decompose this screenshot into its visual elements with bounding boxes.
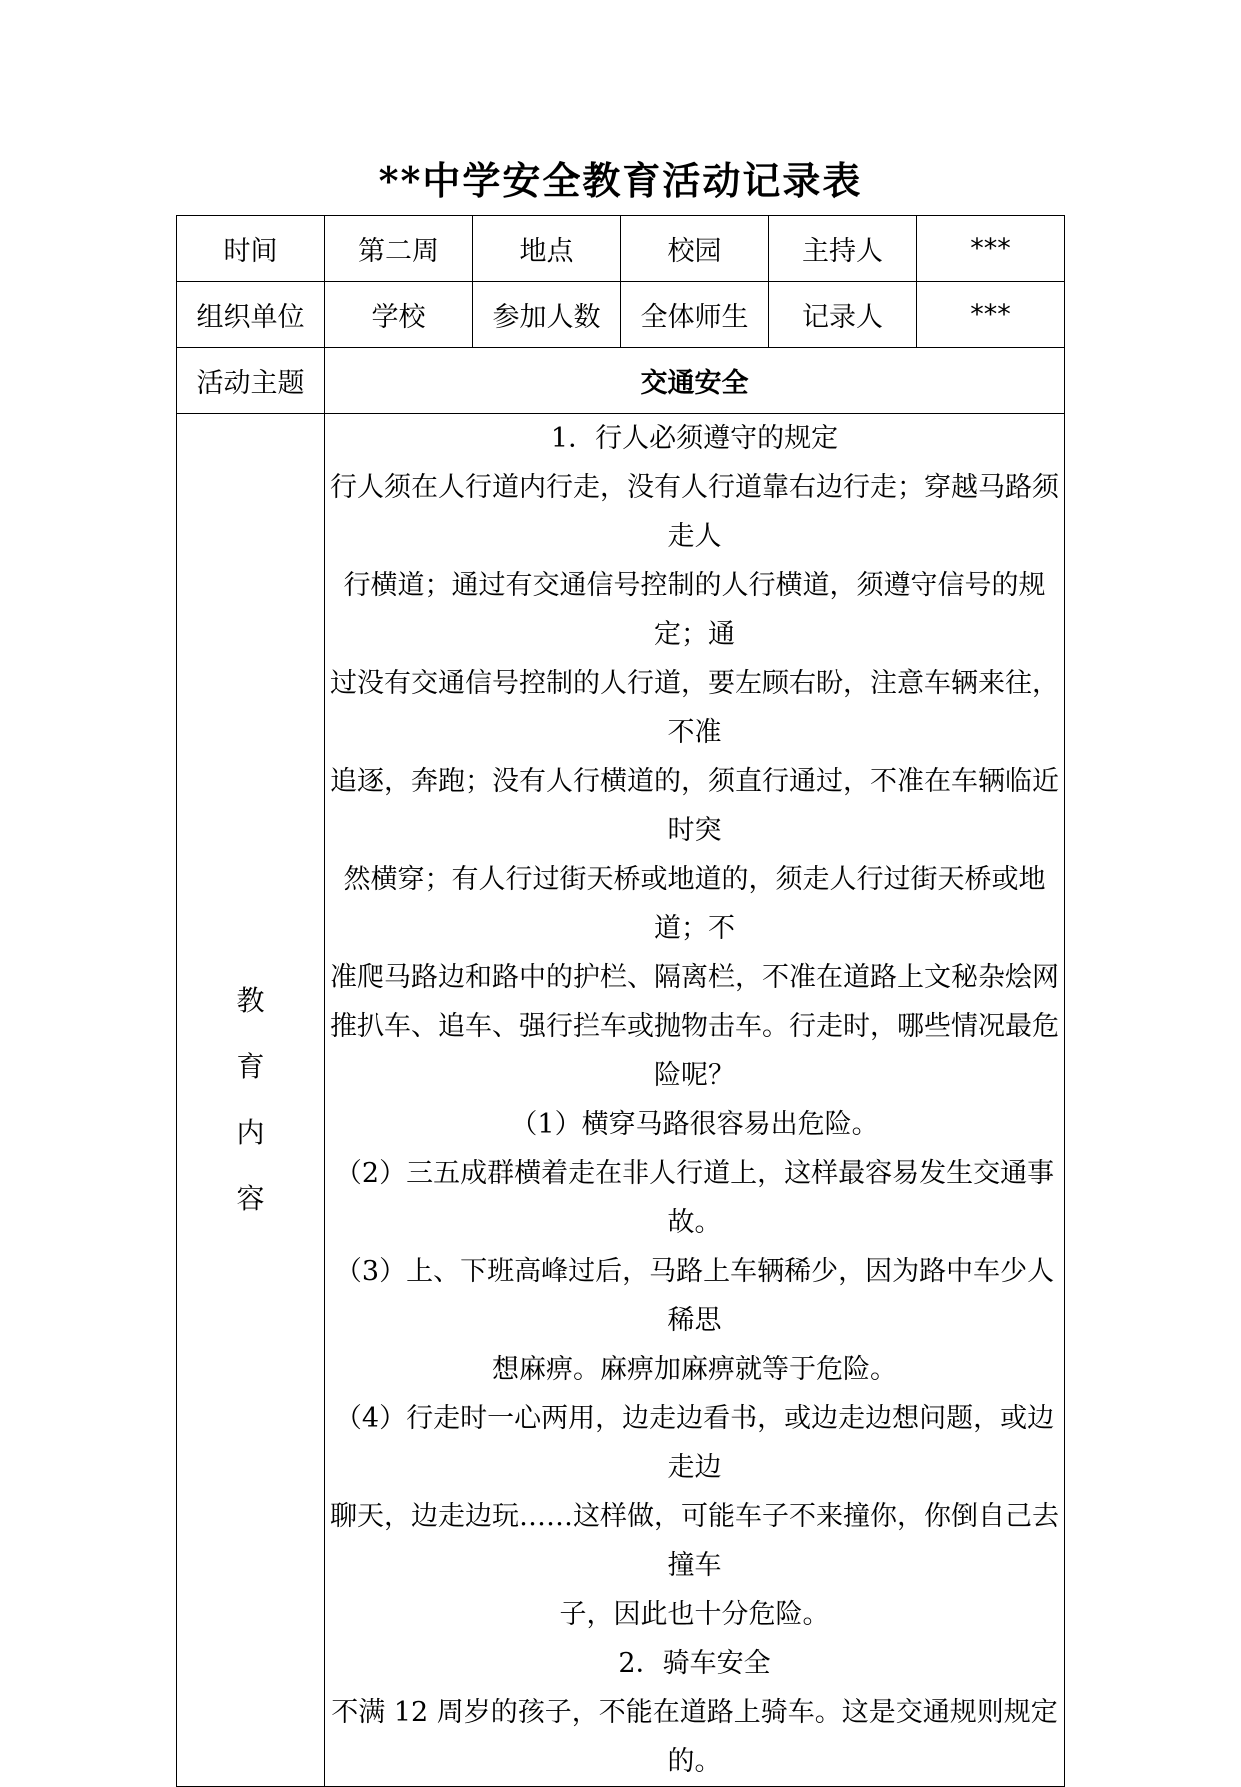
content-line: 追逐，奔跑；没有人行横道的，须直行通过，不准在车辆临近时突: [330, 766, 1059, 846]
content-label-char: 教: [236, 984, 265, 1017]
content-line: 过没有交通信号控制的人行道，要左顾右盼，注意车辆来往，不准: [330, 668, 1059, 748]
count-label: 参加人数: [473, 282, 621, 348]
content-line: 不满 12 周岁的孩子，不能在道路上骑车。这是交通规则规定的。: [331, 1697, 1058, 1777]
place-label: 地点: [473, 216, 621, 282]
content-line: 准爬马路边和路中的护栏、隔离栏，不准在道路上文秘杂烩网: [330, 962, 1059, 993]
content-line: 然横穿；有人行过街天桥或地道的，须走人行过街天桥或地道；不: [343, 864, 1046, 944]
org-label: 组织单位: [177, 282, 325, 348]
content-line: （4）行走时一心两用，边走边看书，或边走边想问题，或边走边: [334, 1403, 1055, 1483]
content-line: （1）横穿马路很容易出危险。: [510, 1109, 879, 1140]
content-line: 推扒车、追车、强行拦车或抛物击车。行走时，哪些情况最危险呢？: [330, 1011, 1059, 1091]
host-value: ***: [917, 216, 1065, 282]
table-row: [177, 282, 1065, 348]
content-label-char: 育: [236, 1050, 265, 1083]
content-line: 1．行人必须遵守的规定: [550, 423, 839, 454]
page-title: **中学安全教育活动记录表: [378, 158, 863, 203]
content-line: 行人须在人行道内行走，没有人行道靠右边行走；穿越马路须走人: [330, 472, 1059, 552]
content-label-chars: [236, 968, 264, 1232]
content-lines: [325, 414, 1064, 1786]
table-row: [177, 348, 1065, 414]
content-label-char: 内: [236, 1116, 265, 1149]
record-table: [176, 215, 1065, 1787]
content-line: （2）三五成群横着走在非人行道上，这样最容易发生交通事故。: [334, 1158, 1055, 1238]
table-row: [177, 216, 1065, 282]
content-label-char: 容: [236, 1182, 265, 1215]
content-line: 想麻痹。麻痹加麻痹就等于危险。: [492, 1354, 897, 1385]
place-value: 校园: [621, 216, 769, 282]
host-label: 主持人: [769, 216, 917, 282]
content-line: 子，因此也十分危险。: [559, 1599, 830, 1630]
table-row: [177, 414, 1065, 1787]
recorder-label: 记录人: [769, 282, 917, 348]
recorder-value: ***: [917, 282, 1065, 348]
content-line: （3）上、下班高峰过后，马路上车辆稀少，因为路中车少人稀思: [334, 1256, 1055, 1336]
education-content: [325, 414, 1065, 1787]
org-value: 学校: [325, 282, 473, 348]
content-line: 2．骑车安全: [618, 1648, 771, 1679]
count-value: 全体师生: [621, 282, 769, 348]
time-value: 第二周: [325, 216, 473, 282]
time-label: 时间: [177, 216, 325, 282]
content-line: 聊天，边走边玩……这样做，可能车子不来撞你，你倒自己去撞车: [330, 1501, 1059, 1581]
theme-value: 交通安全: [325, 348, 1065, 414]
content-label: [177, 414, 325, 1787]
content-line: 行横道；通过有交通信号控制的人行横道，须遵守信号的规定；通: [343, 570, 1046, 650]
theme-label: 活动主题: [177, 348, 325, 414]
